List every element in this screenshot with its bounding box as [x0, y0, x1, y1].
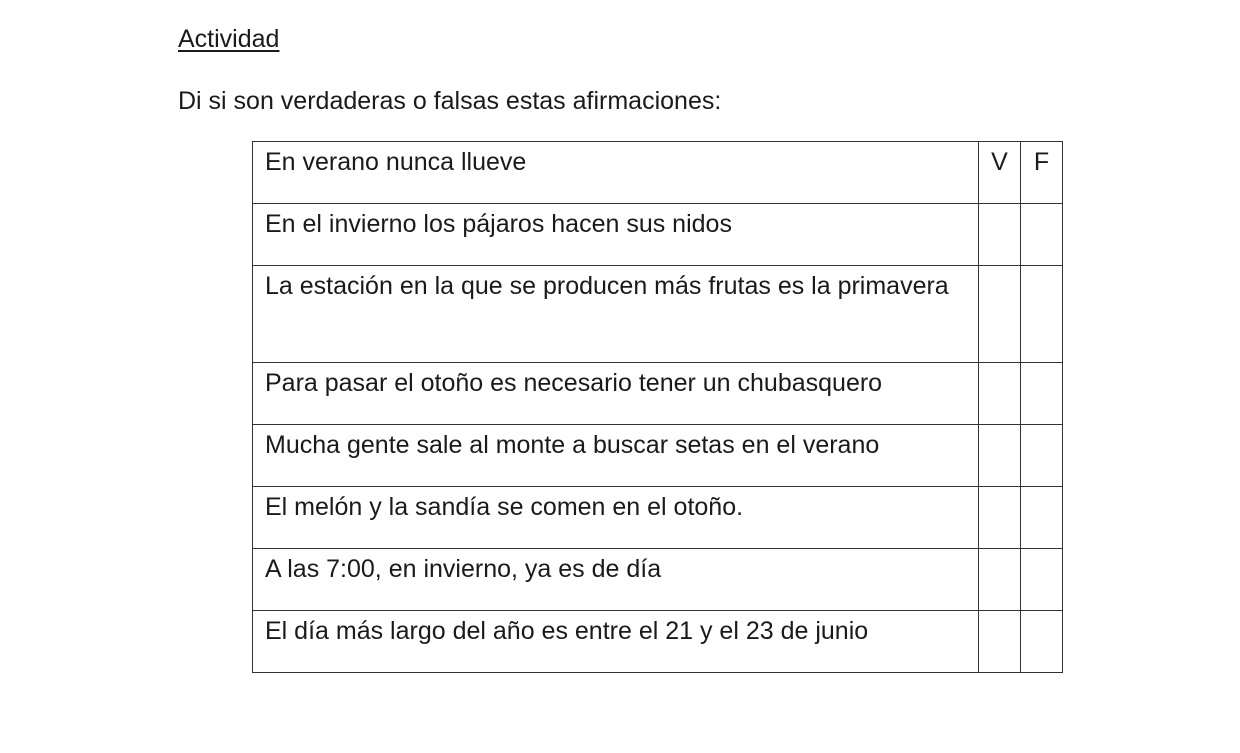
instructions-text: Di si son verdaderas o falsas estas afirmaciones:	[178, 87, 722, 115]
table-row	[253, 487, 1063, 549]
false-header-cell: F	[1021, 142, 1063, 204]
false-answer-cell[interactable]	[1021, 204, 1063, 266]
statement-cell: En verano nunca llueve	[253, 142, 979, 204]
true-answer-cell[interactable]	[979, 266, 1021, 363]
statement-cell: Mucha gente sale al monte a buscar setas en el verano	[253, 425, 979, 487]
false-answer-cell[interactable]	[1021, 611, 1063, 673]
table-row	[253, 363, 1063, 425]
true-answer-cell[interactable]	[979, 204, 1021, 266]
statement-cell: En el invierno los pájaros hacen sus nidos	[253, 204, 979, 266]
true-header-cell: V	[979, 142, 1021, 204]
true-false-table	[252, 141, 1063, 673]
activity-title: Actividad	[178, 25, 280, 53]
true-answer-cell[interactable]	[979, 425, 1021, 487]
statement-cell: La estación en la que se producen más frutas es la primavera	[253, 266, 979, 363]
false-answer-cell[interactable]	[1021, 363, 1063, 425]
false-answer-cell[interactable]	[1021, 549, 1063, 611]
false-answer-cell[interactable]	[1021, 487, 1063, 549]
table-row	[253, 611, 1063, 673]
statement-cell: Para pasar el otoño es necesario tener un chubasquero	[253, 363, 979, 425]
true-answer-cell[interactable]	[979, 611, 1021, 673]
true-answer-cell[interactable]	[979, 363, 1021, 425]
table-row	[253, 266, 1063, 363]
table-row	[253, 204, 1063, 266]
table-row	[253, 425, 1063, 487]
statement-cell: El melón y la sandía se comen en el otoño.	[253, 487, 979, 549]
statement-cell: A las 7:00, en invierno, ya es de día	[253, 549, 979, 611]
table-row	[253, 142, 1063, 204]
statement-cell: El día más largo del año es entre el 21 y el 23 de junio	[253, 611, 979, 673]
false-answer-cell[interactable]	[1021, 266, 1063, 363]
table-row	[253, 549, 1063, 611]
true-answer-cell[interactable]	[979, 487, 1021, 549]
true-answer-cell[interactable]	[979, 549, 1021, 611]
false-answer-cell[interactable]	[1021, 425, 1063, 487]
